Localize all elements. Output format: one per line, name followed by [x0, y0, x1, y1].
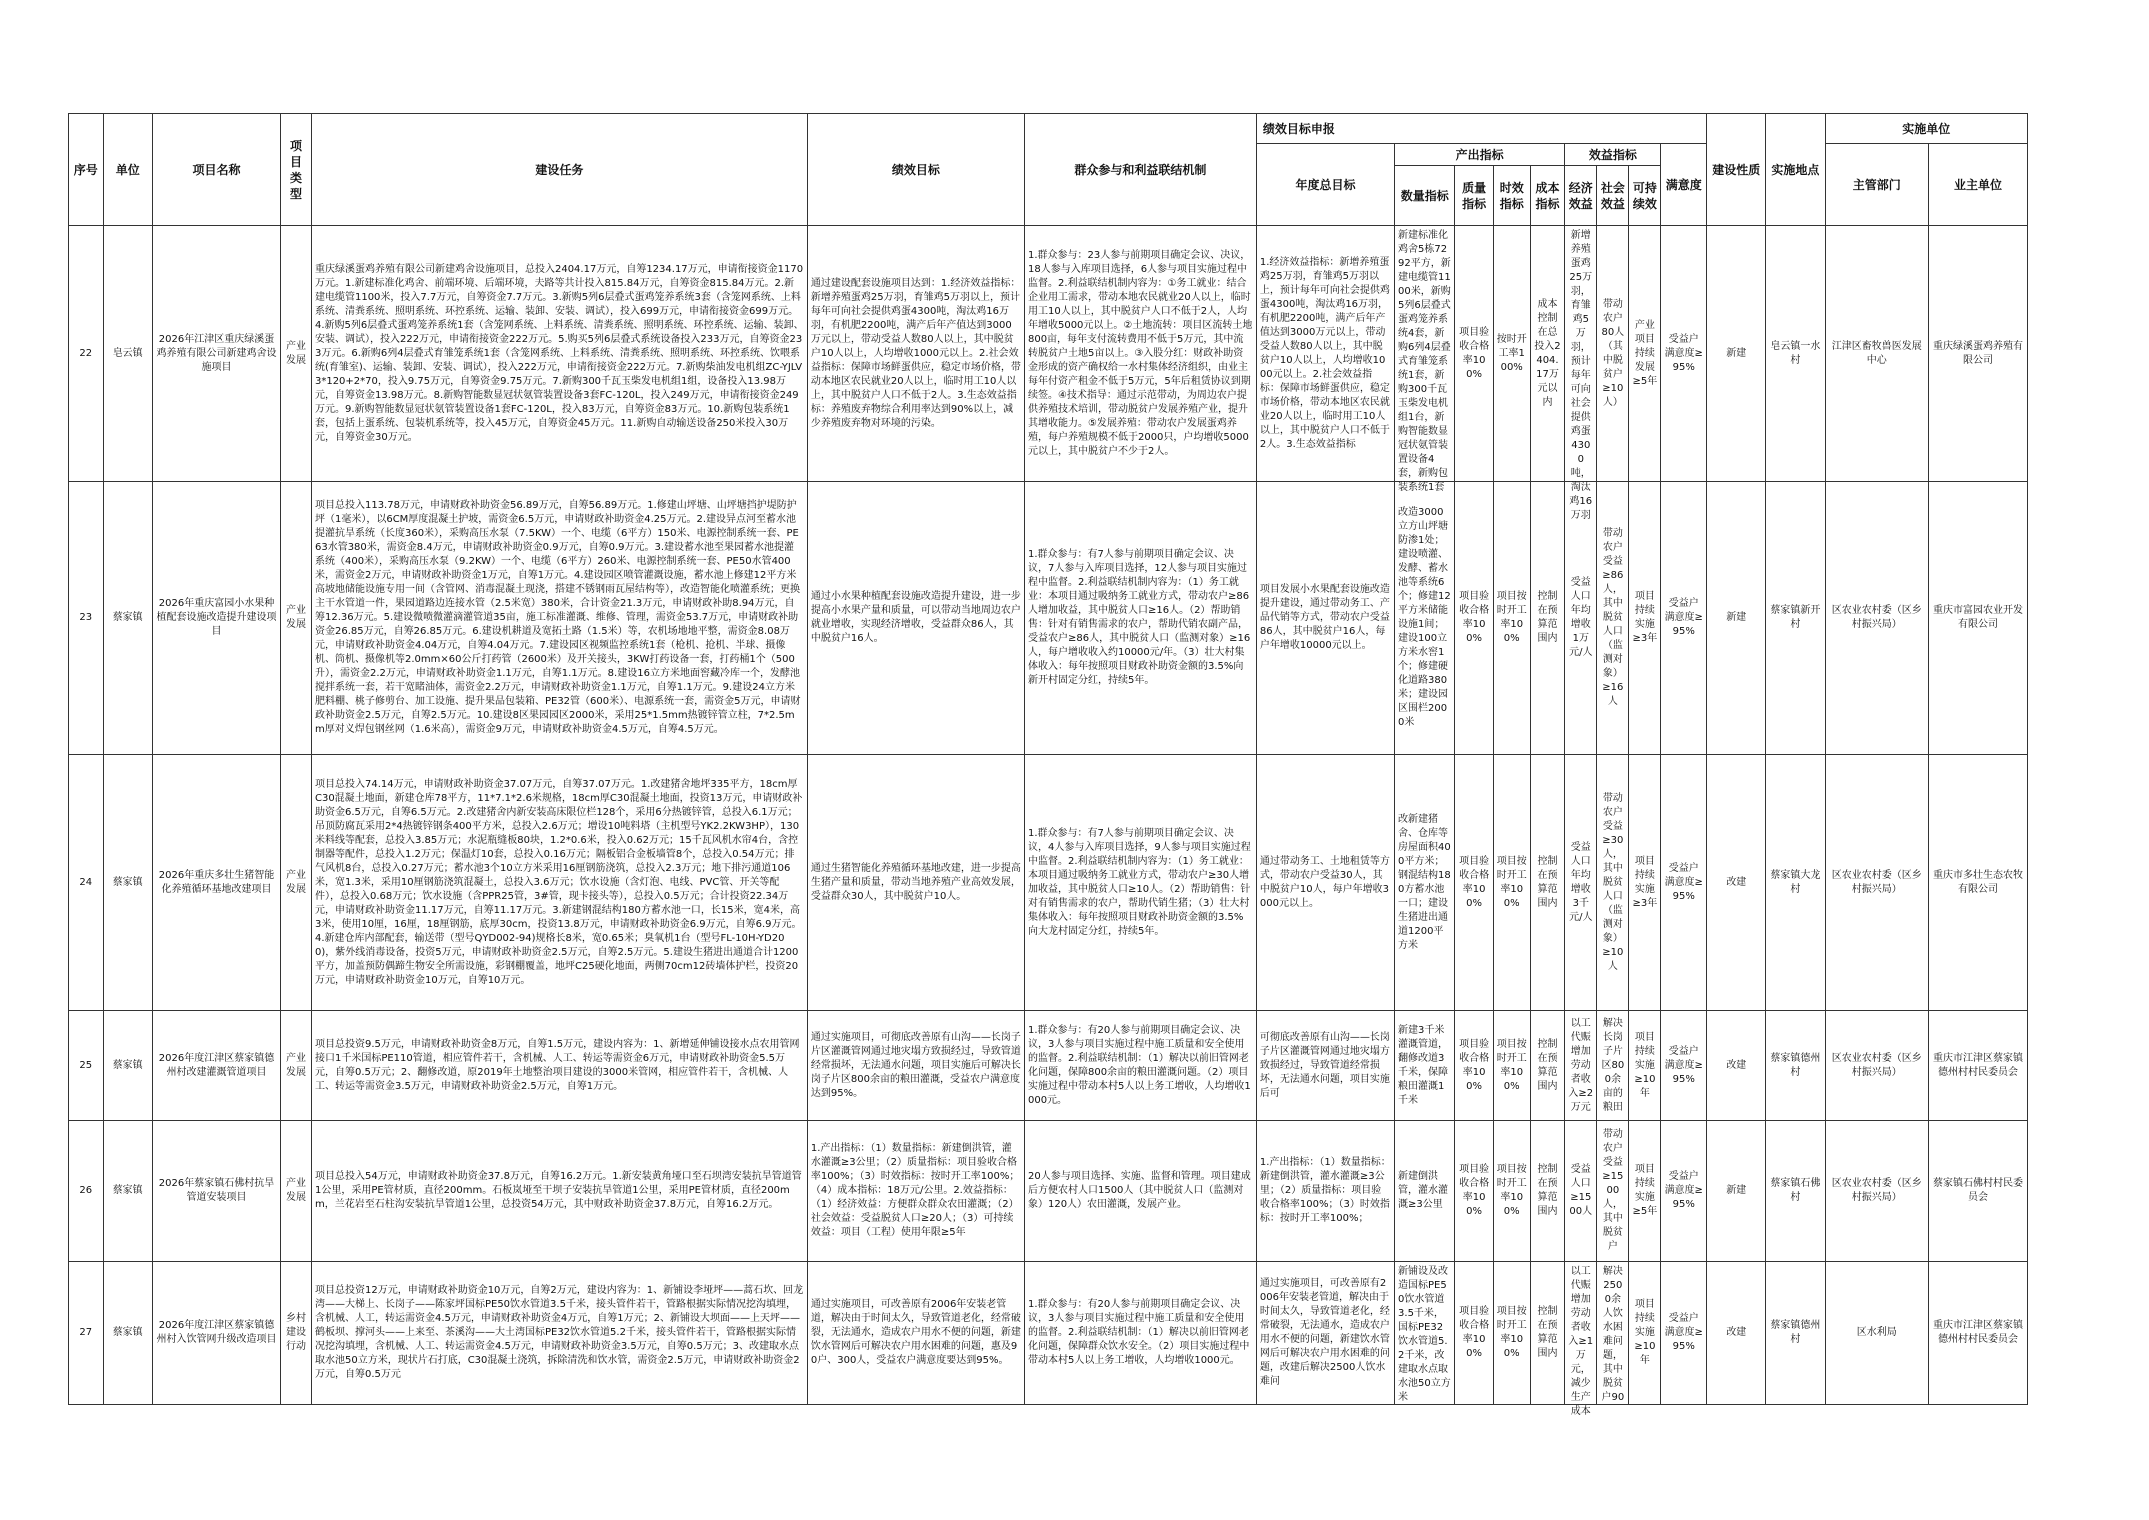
cell-annual-goal: 项目发展小水果配套设施改造提升建设，通过带动务工、产品代销等方式，带动农户受益86人，其中脱贫户16人，每户年增收10000元以上。 [1256, 482, 1394, 755]
cell-economic: 受益人口年均增收3千元/人 [1565, 755, 1597, 1011]
cell-timeliness: 项目按时开工率100% [1493, 1011, 1530, 1121]
header-tasks: 建设任务 [311, 114, 807, 226]
cell-project-type: 乡村建设行动 [281, 1262, 312, 1405]
cell-timeliness: 按时开工率100% [1493, 226, 1530, 482]
header-economic: 经济效益 [1565, 166, 1597, 226]
cell-sustain: 项目持续实施≥3年 [1629, 755, 1661, 1011]
cell-quantity: 新铺设及改造国标PE50饮水管道3.5千米，国标PE32饮水管道5.2千米，改建取水点取水池50立方米 [1395, 1262, 1455, 1405]
cell-dept: 江津区畜牧兽医发展中心 [1825, 226, 1929, 482]
cell-dept: 区水利局 [1825, 1262, 1929, 1405]
header-nature: 建设性质 [1707, 114, 1766, 226]
cell-economic: 以工代赈增加劳动者收入≥2万元 [1565, 1011, 1597, 1121]
cell-owner: 重庆市富园农业开发有限公司 [1929, 482, 2028, 755]
cell-nature: 新建 [1707, 482, 1766, 755]
cell-unit: 蔡家镇 [103, 482, 152, 755]
cell-nature: 新建 [1707, 226, 1766, 482]
cell-social: 带动农户受益≥86人，其中脱贫人口（监测对象）≥16人 [1597, 482, 1629, 755]
header-performance: 绩效目标申报 [1256, 114, 1706, 144]
cell-dept: 区农业农村委（区乡村振兴局） [1825, 755, 1929, 1011]
cell-social: 带动农户受益≥30人，其中脱贫人口（监测对象）≥10人 [1597, 755, 1629, 1011]
cell-satisfaction: 受益户满意度≥95% [1661, 755, 1707, 1011]
cell-project-type: 产业发展 [281, 1011, 312, 1121]
cell-quantity: 新建倒洪管，灌水灌溉≥3公里 [1395, 1121, 1455, 1262]
cell-participation: 1.群众参与：有20人参与前期项目确定会议、决议，3人参与项目实施过程中施工质量和安全使用的监督。2.利益联结机制：（1）解决以前旧管网老化问题，保障800余亩的粮田灌溉问题。（2）项目实施过程中带动本村5人以上务工增收，人均增收1000元。 [1024, 1011, 1256, 1121]
header-quantity: 数量指标 [1395, 166, 1455, 226]
header-seq: 序号 [69, 114, 104, 226]
cell-owner: 蔡家镇石佛村村民委员会 [1929, 1121, 2028, 1262]
cell-goal: 通过建设配套设施项目达到：1.经济效益指标：新增养殖蛋鸡25万羽，育雏鸡5万羽以上，预计每年可向社会提供鸡蛋4300吨，淘汰鸡16万羽，有机肥2200吨，满产后年产值达到3000万元以上，带动受益人数80人以上，其中脱贫户10人以上，人均增收1000元以上。2.社会效益指标：保障市场鲜蛋供应，稳定市场价格，带动本地区农民就业20人以上，临时用工10人以上，其中脱贫户人口不低于2人。3.生态效益指标：养殖废弃物综合利用率达到90%以上，减少养殖废弃物对环境的污染。 [807, 226, 1024, 482]
table-row [69, 1011, 2028, 1121]
cell-quantity: 改新建猪舍、仓库等房屋面积400平方米；钢混结构180方蓄水池一口；建设生猪进出通道1200平方米 [1395, 755, 1455, 1011]
cell-tasks: 重庆绿溪蛋鸡养殖有限公司新建鸡舍设施项目，总投入2404.17万元，自筹1234.17万元，申请衔接资金1170万元。1.新建标准化鸡舍、前端环境、后端环境，夫路等共计投入815.84万元，自筹资金815.84万元。2.新建电缆管1100米，投入7.7万元，自筹资金7.7万元。3.新购5列6层叠式蛋鸡笼养系统3套（含笼网系统、上料系统、清粪系统、照明系统、环控系统、运输、装卸、安装、调试），投入699万元，申请衔接资金699万元。4.新购5列6层叠式蛋鸡笼养系统1套（含笼网系统、上料系统、清粪系统、照明系统、环控系统、运输、装卸、安装、调试），投入222万元，申请衔接资金222万元。5.购买5列6层叠式系统设备投入233万元，自筹资金233万元。6.新购6列4层叠式育雏笼系统1套（含笼网系统、上料系统、清粪系统、照明系统、环控系统、饮喂系统(育雏室)、运输、装卸、安装、调试），投入222万元，申请衔接资金222万元。7.新购柴油发电机组ZC-YJLV3*120+2*70，投入9.75万元，自筹资金9.75万元。7.新购300千瓦玉柴发电机组1组，设备投入13.98万元，自筹资金13.98万元。8.新购智能数显冠状氨管装置设备3套FC-120L，投入249万元，申请衔接资金249万元。9.新购智能数显冠状氨管装置设备1套FC-120L，投入83万元，自筹资金83万元。10.新购包装系统1套，包括上蛋系统、包装机系统等，投入45万元，自筹资金45万元。11.新购自动输送设备250米投入30万元，自筹资金30万元。 [311, 226, 807, 482]
cell-quantity: 新建标准化鸡舍5栋7292平方，新建电缆管1100米，新购5列6层叠式蛋鸡笼养系统4套，新购6列4层叠式育雏笼系统1套，新购300千瓦玉柴发电机组1台，新购智能数显冠状氨管装置设备4套，新购包装系统1套 [1395, 226, 1455, 482]
cell-tasks: 项目总投入54万元，申请财政补助资金37.8万元，自筹16.2万元。1.新安装黄角垭口至石坝湾安装抗旱管道管1公里，采用PE管材质，直径200mm。石板岚垭至干坝子安装抗旱管道1公里，采用PE管材质，直径200mm，兰花岩至石柱沟安装抗旱管道1公里，总投资54万元，其中财政补助资金37.8万元，自筹16.2万元。 [311, 1121, 807, 1262]
cell-annual-goal: 通过实施项目，可改善原有2006年安装老管道，解决由于时间太久，导致管道老化，经常破裂，无法通水，造成农户用水不便的问题，新建饮水管网后可解决农户用水困难的问题，改建后解决2500人饮水难问 [1256, 1262, 1394, 1405]
table-row [69, 755, 2028, 1011]
cell-unit: 蔡家镇 [103, 1121, 152, 1262]
cell-economic: 以工代赈增加劳动者收入≥1万元，减少生产成本 [1565, 1262, 1597, 1405]
cell-sustain: 项目持续实施≥10年 [1629, 1011, 1661, 1121]
cell-location: 皂云镇一水村 [1766, 226, 1825, 482]
cell-unit: 蔡家镇 [103, 755, 152, 1011]
cell-economic: 新增养殖蛋鸡25万羽，育雏鸡5万羽，预计每年可向社会提供鸡蛋4300吨，淘汰鸡16万羽 [1565, 226, 1597, 482]
cell-unit: 皂云镇 [103, 226, 152, 482]
header-annual-goal: 年度总目标 [1256, 144, 1394, 226]
table-row [69, 226, 2028, 482]
cell-social: 解决长岗子片区800余亩的粮田 [1597, 1011, 1629, 1121]
table-row [69, 482, 2028, 755]
cell-quality: 项目验收合格率100% [1455, 1121, 1493, 1262]
header-project-name: 项目名称 [152, 114, 280, 226]
cell-project-name: 2026年重庆富园小水果种植配套设施改造提升建设项目 [152, 482, 280, 755]
cell-sustain: 产业项目持续发展≥5年 [1629, 226, 1661, 482]
cell-economic: 受益人口年均增收1万元/人 [1565, 482, 1597, 755]
cell-social: 带动农户受益≥1500人，其中脱贫户 [1597, 1121, 1629, 1262]
header-timeliness: 时效指标 [1493, 166, 1530, 226]
cell-timeliness: 项目按时开工率100% [1493, 755, 1530, 1011]
cell-cost: 控制在预算范围内 [1530, 755, 1565, 1011]
cell-goal: 通过小水果种植配套设施改造提升建设，进一步提高小水果产量和质量，可以带动当地周边农户就业增收，实现经济增收，受益群众86人，其中脱贫户16人。 [807, 482, 1024, 755]
cell-satisfaction: 受益户满意度≥95% [1661, 1121, 1707, 1262]
cell-dept: 区农业农村委（区乡村振兴局） [1825, 1011, 1929, 1121]
header-benefit: 效益指标 [1565, 144, 1661, 166]
cell-project-name: 2026年重庆多壮生猪智能化养殖循环基地改建项目 [152, 755, 280, 1011]
cell-social: 带动农户80人（其中脱贫户≥10人） [1597, 226, 1629, 482]
header-participation: 群众参与和利益联结机制 [1024, 114, 1256, 226]
cell-satisfaction: 受益户满意度≥95% [1661, 482, 1707, 755]
cell-goal: 通过实施项目，可彻底改善原有山沟——长岗子片区灌溉管网通过地灾塌方致损经过，导致管道经常损坏，无法通水问题，项目实施后可解决长岗子片区800余亩的粮田灌溉，受益农户满意度达到95%。 [807, 1011, 1024, 1121]
cell-satisfaction: 受益户满意度≥95% [1661, 226, 1707, 482]
cell-seq: 23 [69, 482, 104, 755]
cell-participation: 1.群众参与：有20人参与前期项目确定会议、决议，3人参与项目实施过程中施工质量和安全使用的监督。2.利益联结机制：（1）解决以前旧管网老化问题，保障群众饮水安全。（2）项目实施过程中带动本村5人以上务工增收，人均增收1000元。 [1024, 1262, 1256, 1405]
cell-satisfaction: 受益户满意度≥95% [1661, 1262, 1707, 1405]
cell-cost: 控制在预算范围内 [1530, 1011, 1565, 1121]
header-goal: 绩效目标 [807, 114, 1024, 226]
cell-sustain: 项目持续实施≥10年 [1629, 1262, 1661, 1405]
header-unit: 单位 [103, 114, 152, 226]
cell-goal: 1.产出指标：（1）数量指标：新建倒洪管，灌水灌溉≥3公里；（2）质量指标：项目验收合格率100%；（3）时效指标：按时开工率100%；（4）成本指标：18万元/公里。2.效益指标：（1）经济效益：方便群众群众农田灌溉；（2）社会效益：受益脱贫人口≥20人；（3）可持续效益：项目（工程）使用年限≥5年 [807, 1121, 1024, 1262]
cell-project-name: 2026年度江津区蔡家镇德州村改建灌溉管道项目 [152, 1011, 280, 1121]
cell-quantity: 新建3千米灌溉管道，翻修改道3千米，保障粮田灌溉1千米 [1395, 1011, 1455, 1121]
cell-project-type: 产业发展 [281, 482, 312, 755]
cell-annual-goal: 可彻底改善原有山沟——长岗子片区灌溉管网通过地灾塌方致损经过，导致管道经常损坏，无法通水问题，项目实施后可 [1256, 1011, 1394, 1121]
cell-annual-goal: 1.产出指标：（1）数量指标：新建倒洪管，灌水灌溉≥3公里；（2）质量指标：项目验收合格率100%；（3）时效指标：按时开工率100%； [1256, 1121, 1394, 1262]
cell-cost: 控制在预算范围内 [1530, 1262, 1565, 1405]
cell-quality: 项目验收合格率100% [1455, 1011, 1493, 1121]
cell-tasks: 项目总投入113.78万元，申请财政补助资金56.89万元，自筹56.89万元。1.修建山坪塘、山坪塘挡护堤防护坪（1毫米），以6CM厚度混凝土护坡，需资金6.5万元，申请财政补助资金4.25万元。2.建设异点河至蓄水池提灌抗旱系统（长度360米），采购高压水泵（7.5KW）一个、电缆（6平方）150米、电源控制系统一套、PE63水管380米，需资金8.4万元，申请财政补助资金0.9万元，自筹0.9万元。3.建设蓄水池至果园蓄水池提灌系统（400米），采购高压水泵（9.2KW）一个、电缆（6平方）260米、电源控制系统一套、PE50水管400米，需资金2万元，申请财政补助资金1万元，自筹1万元。4.建设园区喷管灌溉设施，蓄水池上修建12平方米高坡地储能设施专用一间（含管网、消毒混凝土现浇，搭建不锈钢雨瓦屋结构等），改造智能化喷灌系统；更换主干水管道一件，果园道路边连接水管（2.5米宽）380米，合计资金21.3万元，申请财政补助8.94万元，自筹12.36万元。5.建设微喷微灌滴灌管道35亩，施工标准灌溉、维修、管理，需资金53.7万元，申请财政补助资金26.85万元，自筹26.85万元。6.建设机耕道及宽拓土路（1.5米）等，农机场地地平整，需资金8.08万元，申请财政补助资金4.04万元，自筹4.04万元。7.建设园区视频监控系统1套（枪机、抢机、半球、摄像机、筒机、摄像机等2.0mm×60公斤打药管（2600米）及开关接头，3KW打药设备一套，打药桶1个（500升），需资金2.2万元，申请财政补助资金1.1万元，自筹1.1万元。8.建设16立方米地面窖藏冷库一个，发酵池搅拌系统一套，若干宽睹油体，需资金2.2万元，申请财政补助资金1.1万元，自筹1.1万元。9.建设24立方米肥料棚、桃子修剪台、加工设施、提升果品包装箱、PE32管（600米）、电源系统一套，需资金5万元，申请财政补助资金2.5万元，自筹2.5万元。10.建设8区果园园区2000米，采用25*1.5mm热镀锌管立柱，7*2.5mm厚对义焊包钢丝网（1.6米高），需资金9万元，申请财政补助资金4.5万元，自筹4.5万元。 [311, 482, 807, 755]
cell-participation: 1.群众参与：23人参与前期项目确定会议、决议，18人参与入库项目选择，6人参与项目实施过程中监督。2.利益联结机制内容为：①务工就业：结合企业用工需求，带动本地农民就业20人以上，临时用工10人以上，其中脱贫户人口不低于2人，人均年增收5000元以上。②土地流转：项目区流转土地800亩，每年支付流转费用不低于5万元，其中流转脱贫户土地5亩以上。③入股分红：财政补助资金形成的资产确权给一水村集体经济组织，由业主每年付资产租金不低于5万元，5年后租赁协议到期续签。④技术指导：通过示范带动，为周边农户提供养殖技术培训，带动脱贫户发展养殖产业，提升其增收能力。⑤发展养殖：带动农户发展蛋鸡养殖，每户养殖规模不低于2000只，户均增收5000元以上，其中脱贫户不少于2人。 [1024, 226, 1256, 482]
header-location: 实施地点 [1766, 114, 1825, 226]
cell-quality: 项目验收合格率100% [1455, 226, 1493, 482]
header-quality: 质量指标 [1455, 166, 1493, 226]
header-sustain: 可持续效 [1629, 166, 1661, 226]
cell-nature: 改建 [1707, 1011, 1766, 1121]
cell-sustain: 项目持续实施≥5年 [1629, 1121, 1661, 1262]
cell-owner: 重庆市多壮生态农牧有限公司 [1929, 755, 2028, 1011]
header-project-type: 项目类型 [281, 114, 312, 226]
cell-location: 蔡家镇大龙村 [1766, 755, 1825, 1011]
cell-seq: 25 [69, 1011, 104, 1121]
cell-nature: 新建 [1707, 1121, 1766, 1262]
cell-location: 蔡家镇石佛村 [1766, 1121, 1825, 1262]
cell-sustain: 项目持续实施≥3年 [1629, 482, 1661, 755]
header-social: 社会效益 [1597, 166, 1629, 226]
cell-project-type: 产业发展 [281, 755, 312, 1011]
cell-project-name: 2026年蔡家镇石佛村抗旱管道安装项目 [152, 1121, 280, 1262]
cell-seq: 26 [69, 1121, 104, 1262]
cell-social: 解决2500余人饮水困难问题，其中脱贫户90 [1597, 1262, 1629, 1405]
cell-quality: 项目验收合格率100% [1455, 1262, 1493, 1405]
cell-nature: 改建 [1707, 1262, 1766, 1405]
cell-timeliness: 项目按时开工率100% [1493, 1121, 1530, 1262]
cell-dept: 区农业农村委（区乡村振兴局） [1825, 482, 1929, 755]
cell-quantity: 改造3000立方山坪塘防渗1处；建设喷灌、发酵、蓄水池等系统6个；修建12平方米储能设施1间；建设100立方米水窖1个；修建硬化道路380米；建设园区围栏2000米 [1395, 482, 1455, 755]
cell-owner: 重庆市江津区蔡家镇德州村村民委员会 [1929, 1262, 2028, 1405]
cell-goal: 通过生猪智能化养殖循环基地改建，进一步提高生猪产量和质量，带动当地养殖产业高效发展，受益群众30人，其中脱贫户10人。 [807, 755, 1024, 1011]
cell-project-name: 2026年江津区重庆绿溪蛋鸡养殖有限公司新建鸡舍设施项目 [152, 226, 280, 482]
cell-unit: 蔡家镇 [103, 1011, 152, 1121]
cell-annual-goal: 1.经济效益指标：新增养殖蛋鸡25万羽，育雏鸡5万羽以上，预计每年可向社会提供鸡蛋4300吨，淘汰鸡16万羽，有机肥2200吨，满产后年产值达到3000万元以上，带动受益人数80人以上，其中脱贫户10人以上，人均增收1000元以上。2.社会效益指标：保障市场鲜蛋供应，稳定市场价格，带动本地区农民就业20人以上，临时用工10人以上，其中脱贫户人口不低于2人。3.生态效益指标 [1256, 226, 1394, 482]
header-satisfaction: 满意度 [1661, 144, 1707, 226]
cell-tasks: 项目总投入74.14万元，申请财政补助资金37.07万元，自筹37.07万元。1.改建猪舍地坪335平方，18cm厚C30混凝土地面，新建仓库78平方，11*7.1*2.6米规格，18cm厚C30混凝土地面，投资13万元，申请财政补助资金6.5万元，自筹6.5万元。2.改建猪舍内新安装高床限位栏128个，采用6分热镀锌管，总投入6.1万元；吊顶防腐瓦采用2*4热镀锌钢条400平方米，总投入2.6万元；增设10吨料塔（主机型号YK2.2KW3HP），130米料线等配套，总投入3.85万元；水泥瓶缝板80块，1.2*0.6米，投入0.62万元；15千瓦风机水帘4台，含控制器等配件，总投入1.2万元；保温灯10套，总投入0.16万元；隔板铝合金板墙管8个，总投入0.54万元；排气风机8台，总投入0.27万元；蓄水池3个10立方米采用16厘钢筋浇筑，总投入2.3万元；地下排污通道106米，宽1.3米，采用10厘钢筋浇筑混凝土，总投入3.6万元；饮水设施（含灯泡、电线、PVC管、开关等配件），总投入0.68万元；饮水设施（含PPR25管，3#管，现卡接头等），总投入0.5万元；合计投资22.34万元，申请财政补助资金11.17万元，自筹11.17万元。3.新建钢混结构180方蓄水池一口，长15米，宽4米，高3米，使用10厘，16厘，18厘钢筋，底厚30cm，投资13.8万元，申请财政补助资金6.9万元，自筹6.9万元。4.新建仓库内部配套，输送带（型号QYD002-94)规格长8米，宽0.65米；臭氧机1台（型号FL-10H-YD200)，紫外线消毒设备，投资5万元，申请财政补助资金2.5万元，自筹2.5万元。5.建设生猪进出通道合计1200平方，加盖预防偶蹄生物安全所需设施，彩钢棚覆盖，地坪C25硬化地面，两侧70cm12砖墙体护栏，投资20万元，申请财政补助资金10万元，自筹10万元。 [311, 755, 807, 1011]
cell-owner: 重庆绿溪蛋鸡养殖有限公司 [1929, 226, 2028, 482]
cell-seq: 24 [69, 755, 104, 1011]
project-table [68, 113, 2028, 1417]
cell-project-type: 产业发展 [281, 1121, 312, 1262]
cell-cost: 控制在预算范围内 [1530, 482, 1565, 755]
cell-annual-goal: 通过带动务工、土地租赁等方式，带动农户受益30人，其中脱贫户10人，每户年增收3000元以上。 [1256, 755, 1394, 1011]
cell-dept: 区农业农村委（区乡村振兴局） [1825, 1121, 1929, 1262]
header-owner: 业主单位 [1929, 144, 2028, 226]
cell-cost: 控制在预算范围内 [1530, 1121, 1565, 1262]
cell-participation: 20人参与项目选择、实施、监督和管理。项目建成后方便农村人口1500人（其中脱贫人口（监测对象）120人）农田灌溉，发展产业。 [1024, 1121, 1256, 1262]
cell-quality: 项目验收合格率100% [1455, 482, 1493, 755]
cell-seq: 27 [69, 1262, 104, 1405]
cell-timeliness: 项目按时开工率100% [1493, 1262, 1530, 1405]
table-row [69, 1121, 2028, 1262]
header-cost: 成本指标 [1530, 166, 1565, 226]
cell-tasks: 项目总投资12万元，申请财政补助资金10万元，自筹2万元，建设内容为：1、新铺设李垭坪——蒿石坎、回龙湾——大梯上、长岗子——陈家坪国标PE50饮水管道3.5千米，接头管件若干，管路根据实际情况挖沟填埋，含机械、人工，转运需资金4.5万元，申请财政补助资金4万元，自筹1万元；2、新铺设大坝面——上天坪——鹤板坝、撑河头——上来至、茶溪沟——大土湾国标PE32饮水管道5.2千米，接头管件若干，管路根据实际情况挖沟填埋，含机械、人工、转运需资金4.5万元，申请财政补助资金3.5万元，自筹0.5万元；3、改建取水点取水池50立方米，现状片石打底，C30混凝土浇筑，拆除清洗和饮水管，需资金2.5万元，申请财政补助资金2万元，自筹0.5万元 [311, 1262, 807, 1405]
cell-participation: 1.群众参与：有7人参与前期项目确定会议、决议，7人参与入库项目选择，12人参与项目实施过程中监督。2.利益联结机制内容为：（1）务工就业：本项目通过吸纳务工就业方式，带动农户≥86人增加收益，其中脱贫人口≥16人。（2）帮助销售：针对有销售需求的农户，帮助代销农副产品，受益农户≥86人，其中脱贫人口（监测对象）≥16人，每户增收收入约10000元/年。（3）壮大村集体收入：每年按照项目财政补助资金额的3.5%向新开村固定分红，持续5年。 [1024, 482, 1256, 755]
cell-unit: 蔡家镇 [103, 1262, 152, 1405]
header-impl-unit: 实施单位 [1825, 114, 2028, 144]
cell-economic: 受益人口≥1500人 [1565, 1121, 1597, 1262]
cell-project-name: 2026年度江津区蔡家镇德州村入饮管网升级改造项目 [152, 1262, 280, 1405]
cell-location: 蔡家镇新开村 [1766, 482, 1825, 755]
cell-goal: 通过实施项目，可改善原有2006年安装老管道，解决由于时间太久，导致管道老化，经常破裂，无法通水，造成农户用水不便的问题，新建饮水管网后可解决农户用水困难的问题，惠及90户、300人，受益农户满意度要达到95%。 [807, 1262, 1024, 1405]
table-row [69, 1262, 2028, 1405]
cell-satisfaction: 受益户满意度≥95% [1661, 1011, 1707, 1121]
cell-quality: 项目验收合格率100% [1455, 755, 1493, 1011]
cell-cost: 成本控制在总投入2404.17万元以内 [1530, 226, 1565, 482]
cell-participation: 1.群众参与：有7人参与前期项目确定会议、决议，4人参与入库项目选择，9人参与项目实施过程中监督。2.利益联结机制内容为：（1）务工就业：本项目通过吸纳务工就业方式，带动农户≥30人增加收益，其中脱贫人口≥10人。（2）帮助销售：针对有销售需求的农户，帮助代销生猪；（3）壮大村集体收入：每年按照项目财政补助资金额的3.5%向大龙村固定分红，持续5年。 [1024, 755, 1256, 1011]
cell-owner: 重庆市江津区蔡家镇德州村村民委员会 [1929, 1011, 2028, 1121]
header-dept: 主管部门 [1825, 144, 1929, 226]
cell-project-type: 产业发展 [281, 226, 312, 482]
cell-location: 蔡家镇德州村 [1766, 1262, 1825, 1405]
cell-nature: 改建 [1707, 755, 1766, 1011]
cell-location: 蔡家镇德州村 [1766, 1011, 1825, 1121]
cell-tasks: 项目总投资9.5万元，申请财政补助资金8万元，自筹1.5万元，建设内容为：1、新增延伸铺设接水点农用管网接口1千米国标PE110管道，相应管件若干，含机械、人工、转运等需资金6万元，申请财政补助资金5.5万元，自筹0.5万元；2、翻修改道，原2019年土地整治项目建设的3000米管网，相应管件若干，含机械、人工、转运等需资金3.5万元，申请财政补助资金2.5万元，自筹1万元。 [311, 1011, 807, 1121]
cell-seq: 22 [69, 226, 104, 482]
cell-timeliness: 项目按时开工率100% [1493, 482, 1530, 755]
header-output: 产出指标 [1395, 144, 1565, 166]
